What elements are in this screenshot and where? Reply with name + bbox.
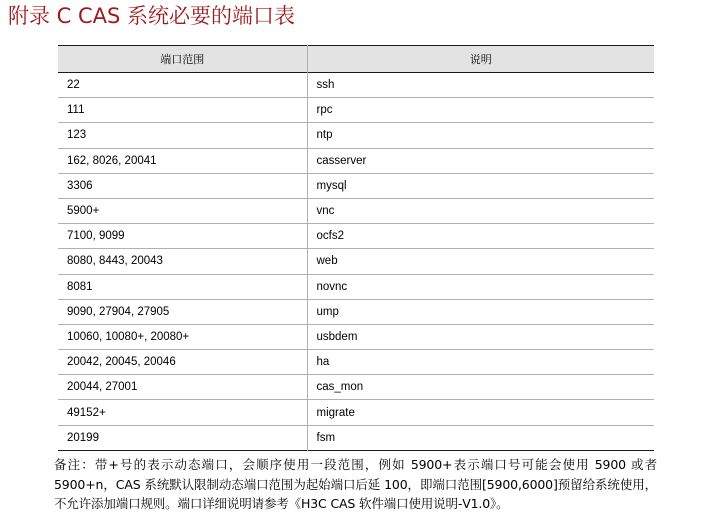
description-cell: ssh	[307, 73, 654, 98]
column-header-port-range: 端口范围	[160, 53, 205, 66]
port-range-cell: 162, 8026, 20041	[67, 154, 157, 167]
table-row	[58, 224, 654, 249]
description-cell: web	[307, 249, 654, 274]
port-range-cell: 8080, 8443, 20043	[67, 255, 163, 268]
port-range-cell: 10060, 10080+, 20080+	[67, 330, 190, 343]
table-row	[58, 198, 654, 223]
port-range-cell: 49152+	[67, 406, 106, 419]
description-cell: casserver	[307, 148, 654, 173]
port-range-cell: 20042, 20045, 20046	[67, 356, 176, 369]
description-cell: ntp	[307, 123, 654, 148]
port-range-cell: 3306	[67, 179, 93, 192]
table-row	[58, 73, 654, 98]
port-range-cell: 22	[67, 79, 80, 92]
table-row	[58, 98, 654, 123]
port-range-cell: 111	[67, 104, 85, 117]
table-row	[58, 148, 654, 173]
table-row	[58, 350, 654, 375]
description-cell: rpc	[307, 98, 654, 123]
table-row	[58, 274, 654, 299]
port-range-cell: 20199	[67, 431, 99, 444]
description-cell: ump	[307, 299, 654, 324]
port-range-cell: 7100, 9099	[67, 230, 125, 243]
port-range-cell: 20044, 27001	[67, 381, 138, 394]
description-cell: novnc	[307, 274, 654, 299]
description-cell: ocfs2	[307, 224, 654, 249]
table-note: 备注：带+号的表示动态端口，会顺序使用一段范围，例如 5900+表示端口号可能会使用 5900 或者 5900+n，CAS 系统默认限制动态端口范围为起始端口后延 100，即端口范围[5900,6000]预留给系统使用，不允许添加端口规则。端口详细说明请参考《H3C CAS 软件端口使用说明-V1.0》。	[54, 457, 657, 511]
port-range-cell: 8081	[67, 280, 93, 293]
table-row	[58, 425, 654, 450]
description-cell: cas_mon	[307, 375, 654, 400]
table-row	[58, 400, 654, 425]
description-cell: mysql	[307, 173, 654, 198]
description-cell: fsm	[307, 425, 654, 450]
table-row	[58, 375, 654, 400]
table-row	[58, 249, 654, 274]
description-cell: migrate	[307, 400, 654, 425]
port-range-cell: 9090, 27904, 27905	[67, 305, 170, 318]
table-body	[58, 73, 654, 451]
table-row	[58, 173, 654, 198]
port-range-cell: 5900+	[67, 205, 100, 218]
table-row	[58, 299, 654, 324]
port-range-cell: 123	[67, 129, 87, 142]
table-row	[58, 123, 654, 148]
column-header-description: 说明	[307, 46, 654, 73]
table-header-row	[58, 46, 654, 73]
table-row	[58, 324, 654, 349]
description-cell: vnc	[307, 198, 654, 223]
document-title: 附录 C CAS 系统必要的端口表	[8, 4, 296, 28]
description-cell: usbdem	[307, 324, 654, 349]
port-table	[58, 45, 654, 451]
description-cell: ha	[307, 350, 654, 375]
